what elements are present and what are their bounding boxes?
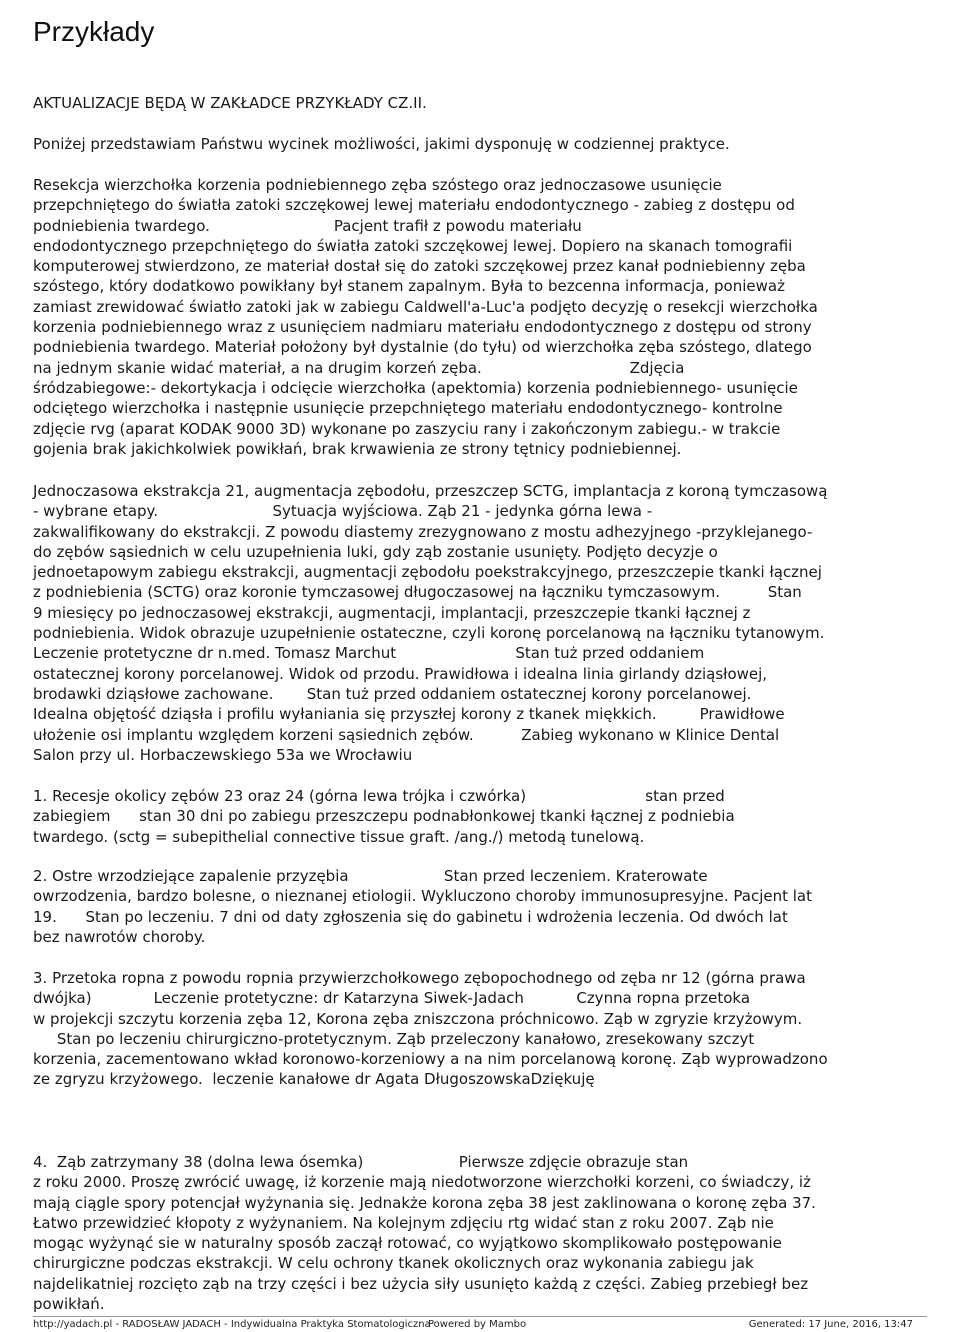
paragraph-line: szóstego, który dodatkowo powikłany był stanem zapalnym. Była to bezcenna informacja, ponieważ: [33, 277, 785, 296]
intro-paragraph: Poniżej przedstawiam Państwu wycinek możliwości, jakimi dysponuję w codziennej praktyce.: [33, 135, 730, 153]
paragraph-line: jednoetapowym zabiegu ekstrakcji, augmentacji zębodołu poekstrakcyjnego, przeszczepie tkanki łącznej: [33, 563, 822, 582]
paragraph-line: powikłań.: [33, 1295, 105, 1314]
footer-generated-date: Generated: 17 June, 2016, 13:47: [748, 1319, 913, 1330]
paragraph-line: podniebienia. Widok obrazuje uzupełnienie ostateczne, czyli koronę porcelanową na łączniku tytanowym.: [33, 624, 825, 643]
paragraph-line: korzenia, zacementowano wkład koronowo-korzeniowy a na nim porcelanową koronę. Ząb wyprowadzono: [33, 1050, 828, 1069]
paragraph-line: 2. Ostre wrzodziejące zapalenie przyzębia Stan przed leczeniem. Kraterowate: [33, 867, 708, 885]
paragraph-line: chirurgiczne podczas ekstrakcji. W celu ochrony tkanek okolicznych oraz wykonania zabiegu jak: [33, 1254, 754, 1273]
page-title: Przykłady: [33, 16, 155, 47]
section-periodontitis: [33, 866, 931, 947]
paragraph-line: twardego. (sctg = subepithelial connective tissue graft. /ang./) metodą tunelową.: [33, 827, 645, 846]
paragraph-line: - wybrane etapy. Sytuacja wyjściowa. Ząb 21 - jedynka górna lewa -: [33, 502, 653, 521]
paragraph-line: w projekcji szczytu korzenia zęba 12, Korona zęba zniszczona próchnicowo. Ząb w zgryzie krzyżowym.: [33, 1009, 803, 1028]
paragraph-line: mają ciągle spory potencjał wyżynania się. Jednakże korona zęba 38 jest zaklinowana o koronę zęba 37.: [33, 1193, 816, 1212]
section-recession: [33, 786, 931, 847]
paragraph-line: zdjęcie rvg (aparat KODAK 9000 3D) wykonane po zaszyciu rany i zakończonym zabiegu.- w trakcie: [33, 419, 781, 438]
paragraph-line: Stan po leczeniu chirurgiczno-protetycznym. Ząb przeleczony kanałowo, zresekowany szczyt: [33, 1029, 755, 1048]
section-extraction-implant: [33, 481, 931, 765]
paragraph-line: dwójka) Leczenie protetyczne: dr Katarzyna Siwek-Jadach Czynna ropna przetoka: [33, 989, 751, 1008]
paragraph-line: Resekcja wierzchołka korzenia podniebiennego zęba szóstego oraz jednoczasowe usunięcie: [33, 176, 722, 194]
paragraph-line: najdelikatniej rozcięto ząb na trzy części i bez użycia siły usunięto każdą z części. Zabieg przebiegł bez: [33, 1274, 809, 1293]
paragraph-line: odciętego wierzchołka i następnie usunięcie przepchniętego materiału endodontycznego- kontrolne: [33, 399, 783, 418]
paragraph-line: podniebienia twardego. Pacjent trafił z powodu materiału: [33, 216, 582, 235]
paragraph-line: 4. Ząb zatrzymany 38 (dolna lewa ósemka) Pierwsze zdjęcie obrazuje stan: [33, 1153, 689, 1171]
paragraph-line: mogąc wyżynąć sie w naturalny sposób zaczął rotować, co wyjątkowo skomplikowało postępowanie: [33, 1234, 782, 1253]
paragraph-line: przepchniętego do światła zatoki szczękowej lewej materiału endodontycznego - zabieg z dostępu od: [33, 196, 795, 215]
section-resection: [33, 175, 931, 459]
paragraph-line: z podniebienia (SCTG) oraz koronie tymczasowej długoczasowej na łączniku tymczasowym. Stan: [33, 583, 802, 602]
paragraph-line: Idealna objętość dziąsła i profilu wyłaniania się przyszłej korony z tkanek miękkich. Prawidłowe: [33, 705, 785, 724]
paragraph-line: bez nawrotów choroby.: [33, 927, 206, 946]
section-fistula: [33, 968, 931, 1090]
footer-powered-by: Powered by Mambo: [428, 1319, 527, 1330]
paragraph-line: ułożenie osi implantu względem korzeni sąsiednich zębów. Zabieg wykonano w Klinice Dental: [33, 725, 780, 744]
paragraph-line: śródzabiegowe:- dekortykacja i odcięcie wierzchołka (apektomia) korzenia podniebiennego- usunięcie: [33, 378, 798, 397]
paragraph-line: ze zgryzu krzyżowego. leczenie kanałowe dr Agata DługoszowskaDziękuję: [33, 1070, 595, 1089]
paragraph-line: gojenia brak jakichkolwiek powikłań, brak krwawienia ze strony tętnicy podniebiennej.: [33, 439, 682, 458]
paragraph-line: 19. Stan po leczeniu. 7 dni od daty zgłoszenia się do gabinetu i wdrożenia leczenia. Od dwóch lat: [33, 907, 788, 926]
paragraph-line: korzenia podniebiennego wraz z usunięciem nadmiaru materiału endodontycznego z dostępu od strony: [33, 318, 812, 337]
paragraph-line: na jednym skanie widać materiał, a na drugim korzeń zęba. Zdjęcia: [33, 358, 685, 377]
paragraph-line: podniebienia twardego. Materiał położony był dystalnie (do tyłu) od wierzchołka zęba szóstego, dlatego: [33, 338, 812, 357]
paragraph-line: 1. Recesje okolicy zębów 23 oraz 24 (górna lewa trójka i czwórka) stan przed: [33, 787, 725, 805]
paragraph-line: brodawki dziąsłowe zachowane. Stan tuż przed oddaniem ostatecznej korony porcelanowej.: [33, 684, 752, 703]
paragraph-line: ostatecznej korony porcelanowej. Widok od przodu. Prawidłowa i idealna linia girlandy dziąsłowej,: [33, 664, 768, 683]
footer: [0, 1316, 960, 1332]
paragraph-line: 9 miesięcy po jednoczasowej ekstrakcji, augmentacji, implantacji, przeszczepie tkanki łącznej z: [33, 603, 751, 622]
section-impacted-tooth: [33, 1152, 931, 1314]
footer-site-link[interactable]: http://yadach.pl - RADOSŁAW JADACH - Indywidualna Praktyka Stomatologiczna: [33, 1319, 431, 1330]
paragraph-line: Leczenie protetyczne dr n.med. Tomasz Marchut Stan tuż przed oddaniem: [33, 644, 705, 663]
paragraph-line: zakwalifikowany do ekstrakcji. Z powodu diastemy zrezygnowano z mostu adhezyjnego -przyklejanego-: [33, 522, 813, 541]
paragraph-line: owrzodzenia, bardzo bolesne, o nieznanej etiologii. Wykluczono choroby immunosupresyjne. Pacjent lat: [33, 887, 813, 906]
paragraph-line: 3. Przetoka ropna z powodu ropnia przywierzchołkowego zębopochodnego od zęba nr 12 (górna prawa: [33, 969, 806, 987]
paragraph-line: Jednoczasowa ekstrakcja 21, augmentacja zębodołu, przeszczep SCTG, implantacja z koroną tymczasową: [33, 482, 828, 500]
paragraph-line: do zębów sąsiednich w celu uzupełnienia luki, gdy ząb zostanie usunięty. Podjęto decyzje o: [33, 542, 718, 561]
paragraph-line: z roku 2000. Proszę zwrócić uwagę, iż korzenie mają niedotworzone wierzchołki korzeni, co świadczy, iż: [33, 1173, 811, 1192]
paragraph-line: zabiegiem stan 30 dni po zabiegu przeszczepu podnabłonkowej tkanki łącznej z podniebia: [33, 807, 735, 826]
paragraph-line: endodontycznego przepchniętego do światła zatoki szczękowej lewej. Dopiero na skanach tomografii: [33, 236, 793, 255]
update-notice: AKTUALIZACJE BĘDĄ W ZAKŁADCE PRZYKŁADY CZ.II.: [33, 94, 427, 112]
paragraph-line: Łatwo przewidzieć kłopoty z wyżynaniem. Na kolejnym zdjęciu rtg widać stan z roku 2007. Ząb nie: [33, 1213, 774, 1232]
paragraph-line: Salon przy ul. Horbaczewskiego 53a we Wrocławiu: [33, 745, 413, 764]
footer-divider: [33, 1316, 927, 1317]
paragraph-line: zamiast zrewidować światło zatoki jak w zabiegu Caldwell'a-Luc'a podjęto decyzję o resekcji wierzchołka: [33, 297, 818, 316]
paragraph-line: komputerowej stwierdzono, ze materiał dostał się do zatoki szczękowej przez kanał podniebienny zęba: [33, 257, 806, 276]
